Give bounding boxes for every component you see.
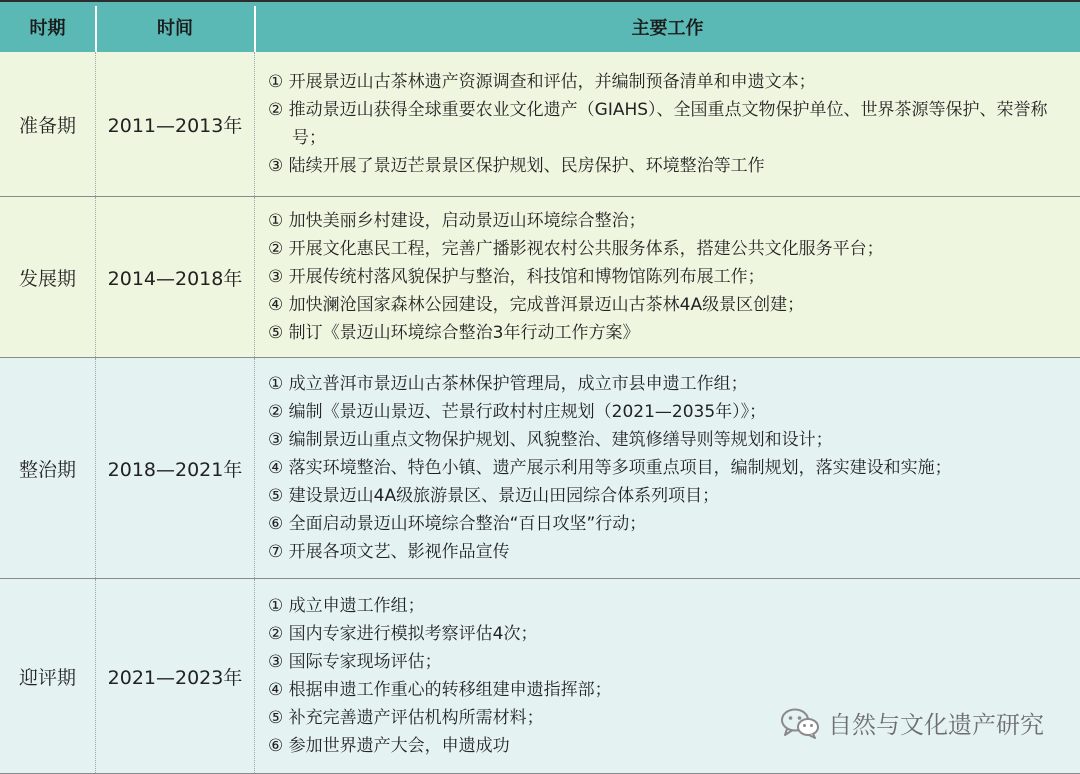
work-item: ③ 陆续开展了景迈芒景景区保护规划、民房保护、环境整治等工作 (268, 156, 765, 176)
table-row (0, 52, 1080, 197)
time-cell: 2011—2013年 (107, 114, 243, 137)
work-list (268, 579, 1074, 773)
work-list (268, 358, 1074, 578)
header-main-work: 主要工作 (631, 18, 704, 39)
work-item: ② 编制《景迈山景迈、芒景行政村村庄规划（2021—2035年）》； (268, 402, 767, 422)
work-item: ① 加快美丽乡村建设，启动景迈山环境综合整治； (268, 211, 646, 231)
work-item: ③ 编制景迈山重点文物保护规划、风貌整治、建筑修缮导则等规划和设计； (268, 430, 833, 450)
table-header (0, 0, 1080, 52)
table-row (0, 579, 1080, 774)
period-cell: 迎评期 (18, 666, 76, 689)
header-period: 时期 (29, 18, 66, 39)
header-time: 时间 (157, 18, 193, 39)
watermark-text: 自然与文化遗产研究 (828, 711, 1044, 739)
period-cell: 整治期 (18, 458, 76, 481)
work-item: ⑦ 开展各项文艺、影视作品宣传 (268, 542, 510, 562)
column-divider (254, 579, 255, 773)
watermark (780, 705, 1044, 740)
work-item: ⑤ 补充完善遗产评估机构所需材料； (268, 708, 544, 728)
wechat-icon (780, 707, 820, 739)
work-item: ⑤ 建设景迈山4A级旅游景区、景迈山田园综合体系列项目； (268, 486, 720, 506)
column-divider (254, 197, 255, 357)
work-item: ⑥ 全面启动景迈山环境综合整治“百日攻坚”行动； (268, 514, 647, 534)
work-item: ③ 国际专家现场评估； (268, 652, 442, 672)
table-row (0, 358, 1080, 579)
period-cell: 发展期 (18, 267, 76, 290)
work-item: ④ 落实环境整治、特色小镇、遗产展示利用等多项重点项目，编制规划，落实建设和实施； (268, 458, 952, 478)
table-row (0, 197, 1080, 358)
work-item: ② 国内专家进行模拟考察评估4次； (268, 624, 538, 644)
work-item: ⑤ 制订《景迈山环境综合整治3年行动工作方案》 (268, 323, 640, 343)
work-item: ② 推动景迈山获得全球重要农业文化遗产（GIAHS）、全国重点文物保护单位、世界茶源等保护、荣誉称号； (268, 100, 1048, 148)
work-list (268, 52, 1074, 196)
column-divider (254, 52, 255, 196)
work-item: ① 成立普洱市景迈山古茶林保护管理局，成立市县申遗工作组； (268, 374, 748, 394)
period-cell: 准备期 (18, 114, 76, 137)
column-divider (254, 358, 255, 578)
time-cell: 2021—2023年 (107, 666, 243, 689)
time-cell: 2018—2021年 (107, 458, 243, 481)
work-item: ④ 加快澜沧国家森林公园建设，完成普洱景迈山古茶林4A级景区创建； (268, 295, 805, 315)
work-item: ⑥ 参加世界遗产大会，申遗成功 (268, 736, 510, 756)
work-item: ① 开展景迈山古茶林遗产资源调查和评估，并编制预备清单和申遗文本； (268, 72, 816, 92)
work-item: ① 成立申遗工作组； (268, 596, 425, 616)
work-item: ③ 开展传统村落风貌保护与整治，科技馆和博物馆陈列布展工作； (268, 267, 765, 287)
work-item: ④ 根据申遗工作重心的转移组建申遗指挥部； (268, 680, 612, 700)
work-list (268, 197, 1074, 357)
time-cell: 2014—2018年 (107, 267, 243, 290)
work-item: ② 开展文化惠民工程，完善广播影视农村公共服务体系，搭建公共文化服务平台； (268, 239, 884, 259)
